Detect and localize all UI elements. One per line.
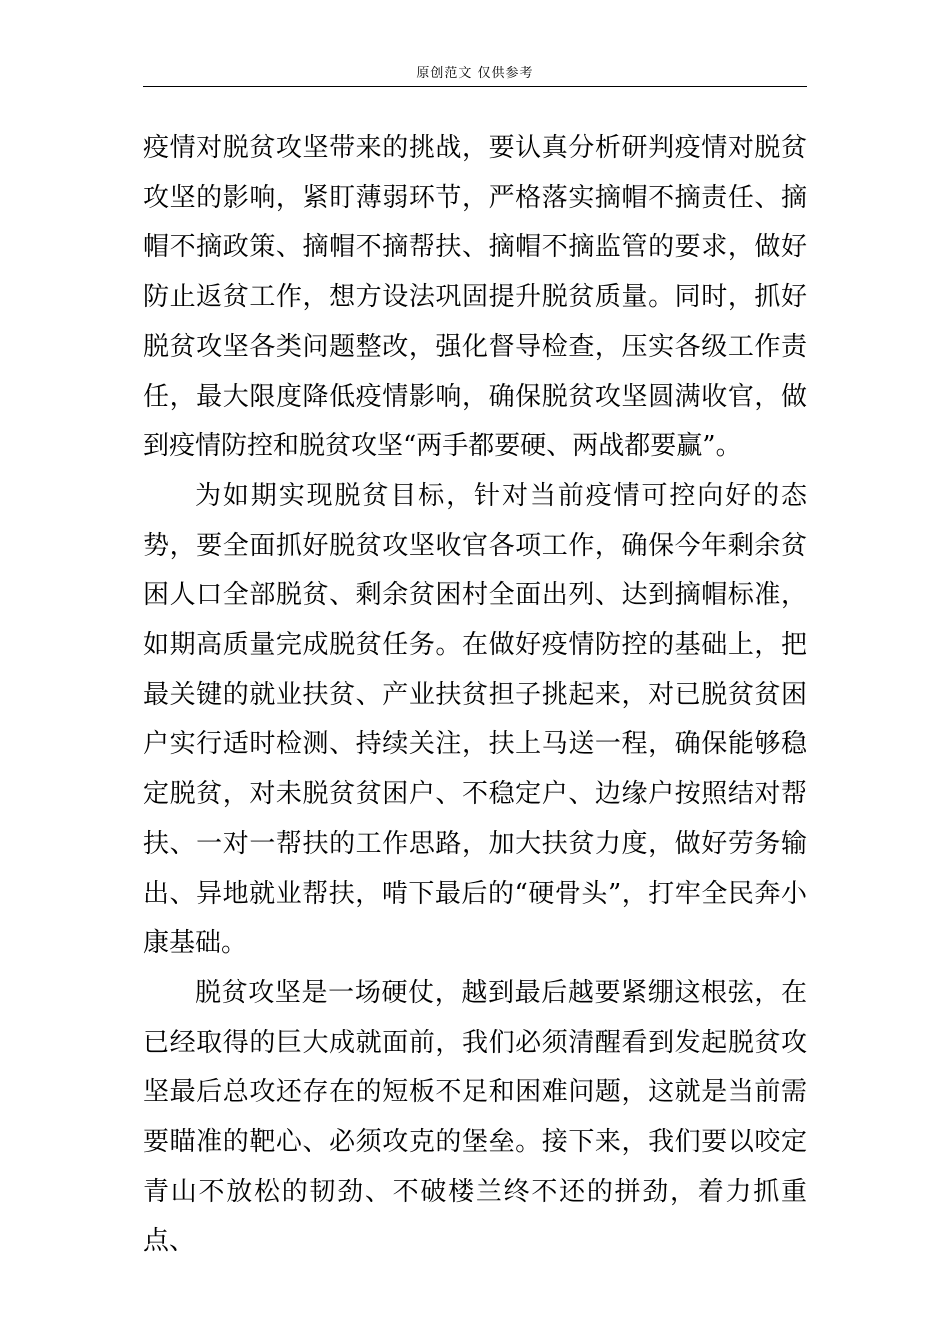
- paragraph-2: 为如期实现脱贫目标，针对当前疫情可控向好的态势，要全面抓好脱贫攻坚收官各项工作，确保今年剩余贫困人口全部脱贫、剩余贫困村全面出列、达到摘帽标准，如期高质量完成脱贫任务。在做好疫情防控的基础上，把最关键的就业扶贫、产业扶贫担子挑起来，对已脱贫贫困户实行适时检测、持续关注，扶上马送一程，确保能够稳定脱贫，对未脱贫贫困户、不稳定户、边缘户按照结对帮扶、一对一帮扶的工作思路，加大扶贫力度，做好劳务输出、异地就业帮扶，啃下最后的“硬骨头”，打牢全民奔小康基础。: [143, 480, 807, 959]
- document-body: [143, 124, 807, 1267]
- paragraph-1: 疫情对脱贫攻坚带来的挑战，要认真分析研判疫情对脱贫攻坚的影响，紧盯薄弱环节，严格落实摘帽不摘责任、摘帽不摘政策、摘帽不摘帮扶、摘帽不摘监管的要求，做好防止返贫工作，想方设法巩固提升脱贫质量。同时，抓好脱贫攻坚各类问题整改，强化督导检查，压实各级工作责任，最大限度降低疫情影响，确保脱贫攻坚圆满收官，做到疫情防控和脱贫攻坚“两手都要硬、两战都要赢”。: [143, 133, 807, 462]
- paragraph-3: 脱贫攻坚是一场硬仗，越到最后越要紧绷这根弦，在已经取得的巨大成就面前，我们必须清醒看到发起脱贫攻坚最后总攻还存在的短板不足和困难问题，这就是当前需要瞄准的靶心、必须攻克的堡垒。接下来，我们要以咬定青山不放松的韧劲、不破楼兰终不还的拼劲，着力抓重点、: [143, 977, 807, 1257]
- page-header: 原创范文 仅供参考: [416, 66, 534, 81]
- header-divider: [143, 86, 807, 87]
